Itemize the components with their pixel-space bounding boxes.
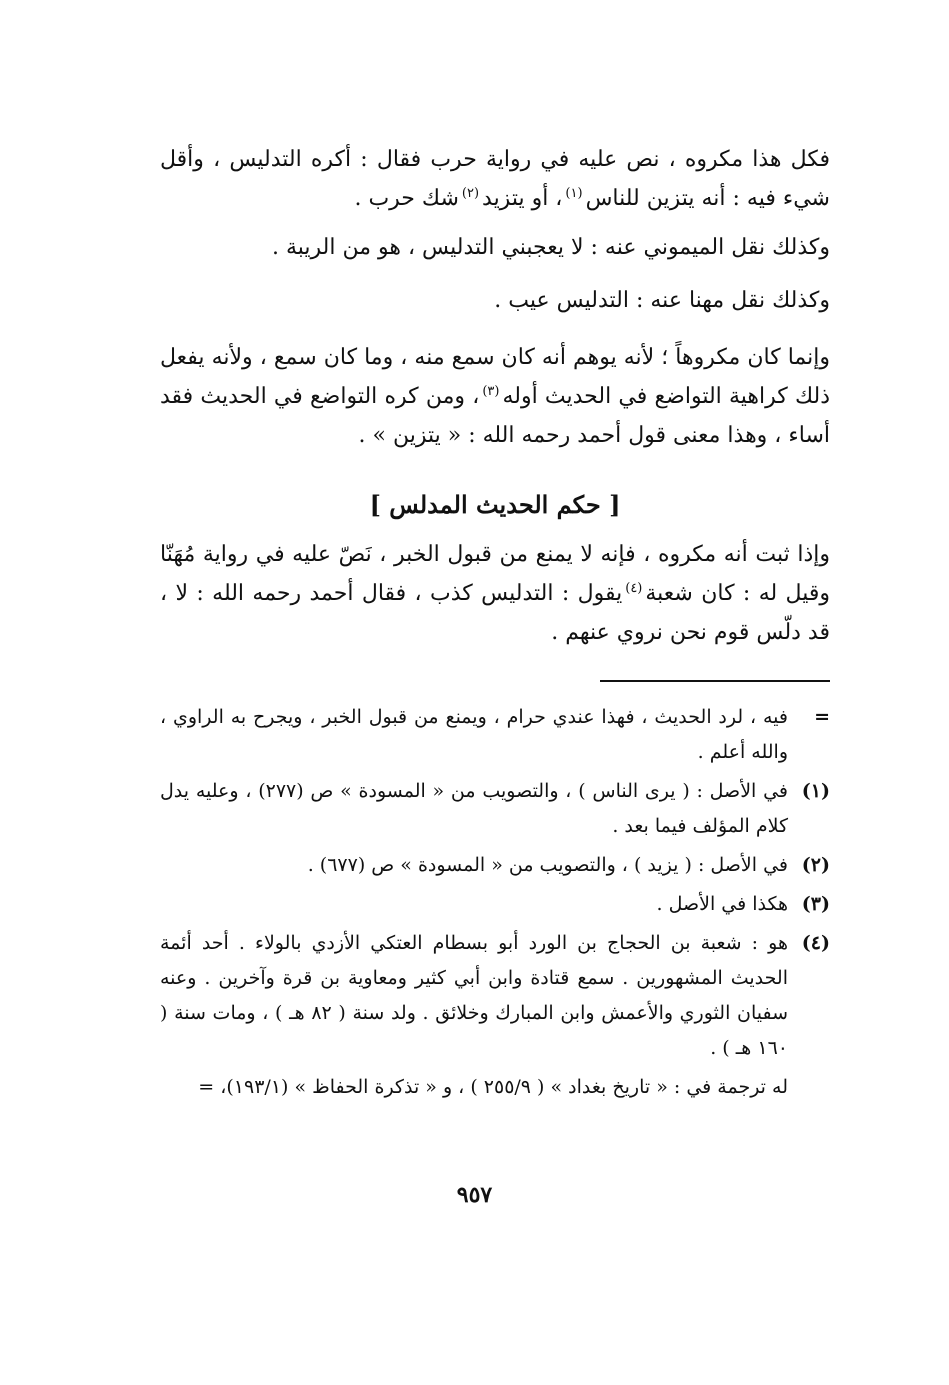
footnote-text: في الأصل : ( يرى الناس ) ، والتصويب من « المسودة » ص (٢٧٧) ، وعليه يدل كلام المؤلف فيما بعد . — [160, 780, 788, 837]
paragraph-1-text-a: فكل هذا مكروه ، نص عليه في رواية حرب فقال : أكره التدليس ، وأقل شيء فيه : أنه يتزين للناس — [160, 147, 830, 211]
paragraph-4-text-a: وإنما كان مكروهاً ؛ لأنه يوهم أنه كان سمع منه ، وما كان سمع ، ولأنه يفعل ذلك كراهية التواضع في الحديث أوله — [160, 345, 830, 409]
footnote-mark: (١) — [801, 780, 830, 802]
paragraph-1-text-c: شك حرب . — [354, 186, 459, 211]
paragraph-4-text-b: ، ومن كره التواضع في الحديث فقد أساء ، وهذا معنى قول أحمد رحمه الله : « يتزين » . — [160, 384, 830, 448]
footnote-1 — [160, 774, 830, 844]
footnote-2 — [160, 848, 830, 883]
footnote-ref-2[interactable]: (٢) — [461, 185, 480, 201]
footnote-text: هكذا في الأصل . — [656, 893, 788, 915]
paragraph-4 — [160, 338, 830, 455]
paragraph-5-text-b: يقول : التدليس كذب ، فقال أحمد رحمه الله : لا ، قد دلّس قوم نحن نروي عنهم . — [160, 581, 830, 645]
footnote-3 — [160, 887, 830, 922]
paragraph-5-text-a: وإذا ثبت أنه مكروه ، فإنه لا يمنع من قبول الخبر ، نَصّ عليه في رواية مُهَنّا وقيل له : كان شعبة — [160, 542, 830, 606]
footnote-text: فيه ، لرد الحديث ، فهذا عندي حرام ، ويمنع من قبول الخبر ، ويجرح به الراوي ، والله أعلم . — [160, 706, 788, 763]
footnote-text: في الأصل : ( يزيد ) ، والتصويب من « المسودة » ص (٦٧٧) . — [307, 854, 788, 876]
footnote-text: هو : شعبة بن الحجاج بن الورد أبو بسطام العتكي الأزدي بالولاء . أحد أئمة الحديث المشهورين . سمع قتادة وابن أبي كثير ومعاوية بن قرة وآخرين . وعنه سفيان الثوري والأعمش وابن المبارك وخلائق . ولد سنة ( ٨٢ هـ ) ، ومات سنة ( ١٦٠ هـ ) . — [160, 932, 788, 1059]
footnote-mark: (٤) — [801, 932, 830, 954]
paragraph-1-text-b: ، أو يتزيد — [482, 186, 563, 211]
page-number: ٩٥٧ — [456, 1182, 493, 1208]
footnote-continued — [160, 700, 830, 770]
page-body — [160, 140, 830, 1105]
footnote-ref-1[interactable]: (١) — [565, 185, 583, 201]
paragraph-5 — [160, 535, 830, 652]
footnotes — [160, 700, 830, 1105]
footnote-4-continued: له ترجمة في : « تاريخ بغداد » ( ٢٥٥/٩ ) ، و « تذكرة الحفاظ » (١٩٣/١)، = — [198, 1076, 788, 1098]
footnote-mark: = — [814, 706, 830, 728]
footnote-divider — [600, 680, 830, 682]
section-heading: [ حكم الحديث المدلس ] — [369, 490, 621, 519]
footnote-4 — [160, 926, 830, 1066]
footnote-ref-3[interactable]: (٣) — [482, 383, 500, 399]
footnote-mark: (٢) — [801, 854, 830, 876]
paragraph-1 — [160, 140, 830, 218]
paragraph-3: وكذلك نقل مهنا عنه : التدليس عيب . — [494, 288, 830, 313]
paragraph-2: وكذلك نقل الميموني عنه : لا يعجبني التدليس ، هو من الريبة . — [271, 235, 830, 260]
footnote-mark: (٣) — [801, 893, 830, 915]
footnote-ref-4[interactable]: (٤) — [625, 580, 643, 596]
